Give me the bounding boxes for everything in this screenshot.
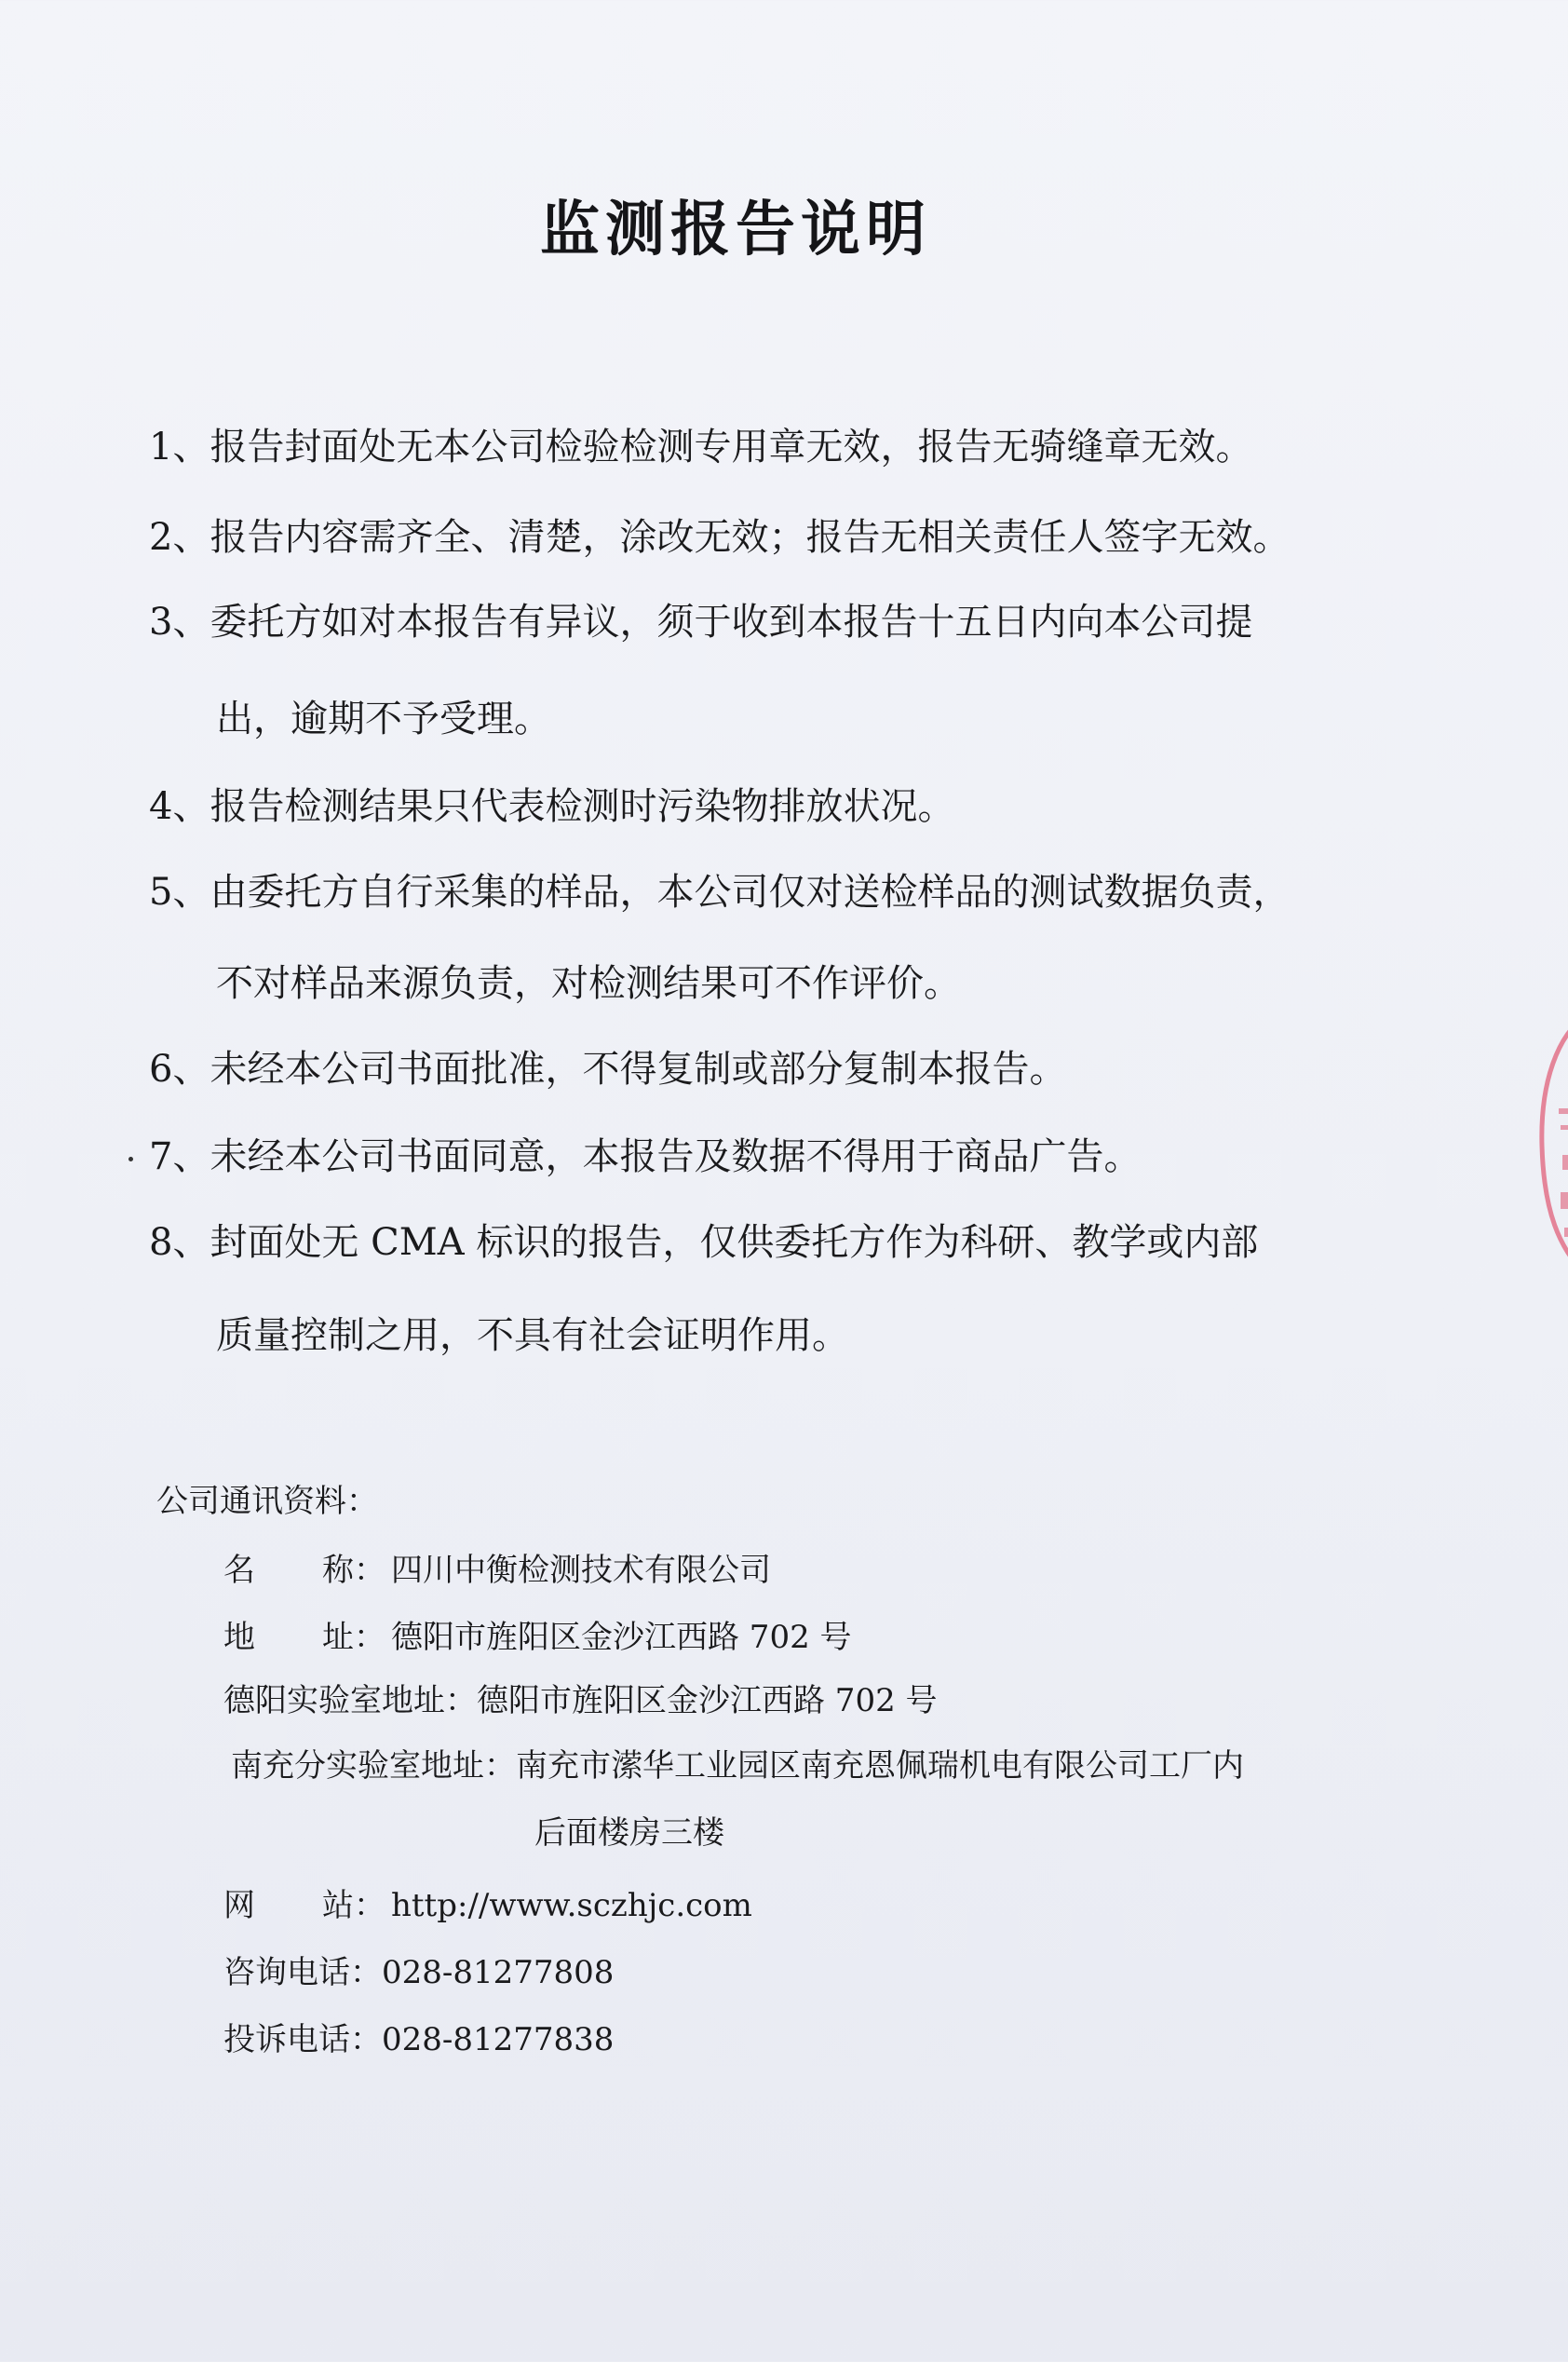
clause-3-continued: 出，逾期不予受理。	[216, 698, 551, 740]
clause-8-continued: 质量控制之用，不具有社会证明作用。	[216, 1314, 849, 1357]
page-title: 监测报告说明	[540, 196, 931, 265]
contact-nanchong-lab-value: 南充市潆华工业园区南充恩佩瑞机电有限公司工厂内	[516, 1747, 1244, 1785]
ink-dot	[128, 1157, 133, 1161]
contact-name-row	[223, 1552, 771, 1589]
stamp-seal	[1521, 1006, 1568, 1285]
contact-deyang-lab-row	[223, 1682, 938, 1719]
contact-name-value: 四川中衡检测技术有限公司	[391, 1552, 771, 1589]
contact-nanchong-lab-value-continued: 后面楼房三楼	[534, 1814, 724, 1852]
clause-8: 8、封面处无 CMA 标识的报告，仅供委托方作为科研、教学或内部	[149, 1221, 1259, 1264]
contact-nanchong-lab-row	[231, 1747, 1244, 1785]
contact-address-value: 德阳市旌阳区金沙江西路 702 号	[391, 1619, 852, 1656]
contact-address-row	[223, 1619, 852, 1656]
contact-deyang-lab-value: 德阳市旌阳区金沙江西路 702 号	[477, 1682, 938, 1719]
contact-heading: 公司通讯资料：	[156, 1483, 378, 1520]
clause-5: 5、由委托方自行采集的样品，本公司仅对送检样品的测试数据负责，	[149, 871, 1291, 914]
contact-deyang-lab-label: 德阳实验室地址：	[223, 1682, 477, 1719]
clause-2: 2、报告内容需齐全、清楚，涂改无效；报告无相关责任人签字无效。	[149, 516, 1291, 559]
contact-website-label: 网 站：	[223, 1887, 385, 1924]
clause-6: 6、未经本公司书面批准，不得复制或部分复制本报告。	[149, 1048, 1067, 1091]
contact-website-value: http://www.sczhjc.com	[391, 1887, 752, 1924]
clause-4: 4、报告检测结果只代表检测时污染物排放状况。	[149, 785, 955, 828]
clause-7: 7、未经本公司书面同意，本报告及数据不得用于商品广告。	[149, 1135, 1142, 1178]
contact-nanchong-lab-label: 南充分实验室地址：	[231, 1747, 516, 1785]
clause-1: 1、报告封面处无本公司检验检测专用章无效，报告无骑缝章无效。	[149, 426, 1253, 468]
clause-3: 3、委托方如对本报告有异议，须于收到本报告十五日内向本公司提	[149, 601, 1253, 644]
contact-name-label: 名 称：	[223, 1552, 385, 1589]
clause-5-continued: 不对样品来源负责，对检测结果可不作评价。	[216, 962, 961, 1005]
contact-consult-phone-label: 咨询电话：	[223, 1954, 382, 1991]
contact-address-label: 地 址：	[223, 1619, 385, 1656]
contact-complaint-phone-row	[223, 2021, 614, 2058]
contact-consult-phone-row	[223, 1954, 614, 1991]
contact-complaint-phone-value: 028-81277838	[382, 2021, 615, 2058]
contact-complaint-phone-label: 投诉电话：	[223, 2021, 382, 2058]
contact-consult-phone-value: 028-81277808	[382, 1954, 615, 1991]
contact-website-row	[223, 1887, 752, 1924]
